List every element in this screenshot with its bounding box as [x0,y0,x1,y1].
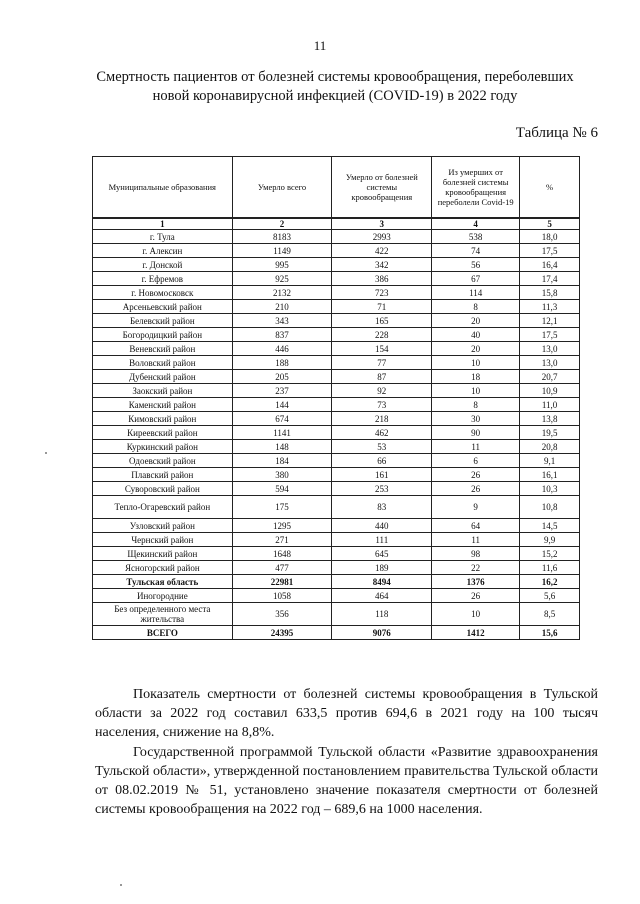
cell-percent: 14,5 [520,519,580,533]
table-row [93,230,580,244]
cell-covid-recovered: 22 [432,561,520,575]
column-numbers-row [93,218,580,230]
cell-municipality: г. Донской [93,258,233,272]
cell-municipality: г. Тула [93,230,233,244]
cell-percent: 5,6 [520,589,580,603]
table-row [93,547,580,561]
table-row [93,575,580,589]
table-row [93,589,580,603]
cell-percent: 10,3 [520,482,580,496]
cell-municipality: Одоевский район [93,454,233,468]
cell-covid-recovered: 9 [432,496,520,519]
cell-circulatory-deaths: 342 [332,258,432,272]
table-row [93,356,580,370]
cell-total-deaths: 184 [232,454,332,468]
cell-total-deaths: 674 [232,412,332,426]
cell-covid-recovered: 114 [432,286,520,300]
cell-covid-recovered: 64 [432,519,520,533]
cell-total-deaths: 148 [232,440,332,454]
cell-total-deaths: 356 [232,603,332,626]
column-number: 2 [232,218,332,230]
cell-circulatory-deaths: 118 [332,603,432,626]
cell-circulatory-deaths: 440 [332,519,432,533]
table-row [93,272,580,286]
cell-municipality: Кимовский район [93,412,233,426]
cell-total-deaths: 271 [232,533,332,547]
cell-circulatory-deaths: 161 [332,468,432,482]
table-row [93,468,580,482]
table-row [93,626,580,640]
cell-total-deaths: 1648 [232,547,332,561]
paragraph-1-text: Показатель смертности от болезней системы кровообращения в Тульской области за 2022 год составил 633,5 против 694,6 в 2021 году на 100 тысяч населения, снижение на 8,8%. [95,687,598,740]
cell-circulatory-deaths: 77 [332,356,432,370]
cell-municipality: Тульская область [93,575,233,589]
cell-municipality: Арсеньевский район [93,300,233,314]
cell-percent: 17,4 [520,272,580,286]
cell-total-deaths: 22981 [232,575,332,589]
table-row [93,384,580,398]
cell-circulatory-deaths: 53 [332,440,432,454]
cell-total-deaths: 205 [232,370,332,384]
cell-circulatory-deaths: 9076 [332,626,432,640]
header-total-deaths: Умерло всего [232,157,332,219]
column-number: 4 [432,218,520,230]
paragraph-2-text: Государственной программой Тульской области «Развитие здравоохранения Тульской области», утвержденной постановлением правительства Тульской области от 08.02.2019 № 51, установлено значение показателя смертности от болезней системы кровообращения на 2022 год – 689,6 на 1000 населения. [95,745,598,817]
cell-covid-recovered: 20 [432,314,520,328]
cell-municipality: Щекинский район [93,547,233,561]
cell-percent: 9,9 [520,533,580,547]
cell-covid-recovered: 8 [432,398,520,412]
cell-total-deaths: 2132 [232,286,332,300]
table-row [93,561,580,575]
table-row [93,314,580,328]
cell-circulatory-deaths: 154 [332,342,432,356]
cell-percent: 16,4 [520,258,580,272]
cell-percent: 8,5 [520,603,580,626]
cell-total-deaths: 8183 [232,230,332,244]
cell-municipality: г. Ефремов [93,272,233,286]
cell-circulatory-deaths: 464 [332,589,432,603]
cell-total-deaths: 343 [232,314,332,328]
table-row [93,603,580,626]
cell-circulatory-deaths: 462 [332,426,432,440]
cell-municipality: Веневский район [93,342,233,356]
column-number: 1 [93,218,233,230]
cell-covid-recovered: 20 [432,342,520,356]
cell-covid-recovered: 30 [432,412,520,426]
header-covid-recovered: Из умерших от болезней системы кровообращения переболели Covid-19 [432,157,520,219]
table-row [93,258,580,272]
cell-municipality: г. Алексин [93,244,233,258]
cell-municipality: Ясногорский район [93,561,233,575]
cell-municipality: г. Новомосковск [93,286,233,300]
cell-total-deaths: 1295 [232,519,332,533]
scan-speck [120,884,122,886]
table-row [93,533,580,547]
cell-circulatory-deaths: 218 [332,412,432,426]
cell-percent: 19,5 [520,426,580,440]
cell-covid-recovered: 1412 [432,626,520,640]
table-row [93,482,580,496]
cell-covid-recovered: 10 [432,356,520,370]
cell-covid-recovered: 26 [432,589,520,603]
cell-circulatory-deaths: 83 [332,496,432,519]
cell-circulatory-deaths: 2993 [332,230,432,244]
cell-covid-recovered: 10 [432,384,520,398]
cell-covid-recovered: 67 [432,272,520,286]
cell-circulatory-deaths: 253 [332,482,432,496]
cell-municipality: Заокский район [93,384,233,398]
header-circulatory-deaths: Умерло от болезней системы кровообращения [332,157,432,219]
cell-total-deaths: 188 [232,356,332,370]
cell-percent: 13,0 [520,356,580,370]
cell-municipality: Киреевский район [93,426,233,440]
cell-circulatory-deaths: 645 [332,547,432,561]
cell-total-deaths: 594 [232,482,332,496]
page-number: 11 [313,38,327,53]
cell-total-deaths: 175 [232,496,332,519]
cell-percent: 16,2 [520,575,580,589]
column-number: 5 [520,218,580,230]
cell-total-deaths: 144 [232,398,332,412]
cell-circulatory-deaths: 189 [332,561,432,575]
header-municipality: Муниципальные образования [93,157,233,219]
cell-covid-recovered: 1376 [432,575,520,589]
cell-covid-recovered: 18 [432,370,520,384]
cell-total-deaths: 380 [232,468,332,482]
table-row [93,300,580,314]
cell-circulatory-deaths: 165 [332,314,432,328]
header-percent: % [520,157,580,219]
cell-percent: 15,8 [520,286,580,300]
column-number: 3 [332,218,432,230]
cell-covid-recovered: 10 [432,603,520,626]
cell-covid-recovered: 74 [432,244,520,258]
paragraph-mortality-rate [95,685,598,742]
cell-total-deaths: 1149 [232,244,332,258]
cell-municipality: Без определенного места жительства [93,603,233,626]
cell-municipality: Куркинский район [93,440,233,454]
cell-total-deaths: 446 [232,342,332,356]
cell-covid-recovered: 98 [432,547,520,561]
cell-municipality: Тепло-Огаревский район [93,496,233,519]
cell-municipality: Суворовский район [93,482,233,496]
cell-percent: 12,1 [520,314,580,328]
cell-percent: 11,3 [520,300,580,314]
cell-circulatory-deaths: 111 [332,533,432,547]
cell-circulatory-deaths: 92 [332,384,432,398]
cell-circulatory-deaths: 71 [332,300,432,314]
table-row [93,244,580,258]
mortality-table [92,156,580,640]
table-row [93,454,580,468]
cell-total-deaths: 837 [232,328,332,342]
cell-percent: 11,6 [520,561,580,575]
cell-covid-recovered: 8 [432,300,520,314]
cell-covid-recovered: 90 [432,426,520,440]
scan-speck [45,452,47,454]
cell-circulatory-deaths: 87 [332,370,432,384]
cell-circulatory-deaths: 228 [332,328,432,342]
title-line-1: Смертность пациентов от болезней системы кровообращения, переболевших [96,69,574,85]
cell-covid-recovered: 538 [432,230,520,244]
table-row [93,519,580,533]
cell-total-deaths: 237 [232,384,332,398]
cell-percent: 10,9 [520,384,580,398]
cell-percent: 17,5 [520,328,580,342]
cell-circulatory-deaths: 73 [332,398,432,412]
cell-covid-recovered: 11 [432,440,520,454]
cell-circulatory-deaths: 66 [332,454,432,468]
table-row [93,440,580,454]
cell-total-deaths: 995 [232,258,332,272]
cell-municipality: Дубенский район [93,370,233,384]
cell-municipality: Богородицкий район [93,328,233,342]
table-row [93,412,580,426]
table-row [93,398,580,412]
cell-total-deaths: 1058 [232,589,332,603]
cell-municipality: Иногородние [93,589,233,603]
cell-circulatory-deaths: 386 [332,272,432,286]
cell-percent: 16,1 [520,468,580,482]
cell-percent: 20,8 [520,440,580,454]
cell-circulatory-deaths: 8494 [332,575,432,589]
table-row [93,342,580,356]
cell-municipality: ВСЕГО [93,626,233,640]
table-row [93,370,580,384]
cell-percent: 13,0 [520,342,580,356]
cell-covid-recovered: 56 [432,258,520,272]
cell-covid-recovered: 40 [432,328,520,342]
cell-percent: 15,6 [520,626,580,640]
cell-covid-recovered: 6 [432,454,520,468]
cell-covid-recovered: 26 [432,482,520,496]
cell-circulatory-deaths: 723 [332,286,432,300]
cell-municipality: Белевский район [93,314,233,328]
cell-total-deaths: 477 [232,561,332,575]
cell-total-deaths: 24395 [232,626,332,640]
cell-covid-recovered: 11 [432,533,520,547]
cell-percent: 9,1 [520,454,580,468]
table-row [93,426,580,440]
cell-municipality: Чернский район [93,533,233,547]
cell-percent: 18,0 [520,230,580,244]
document-title [70,68,600,106]
title-line-2: новой коронавирусной инфекцией (COVID-19) в 2022 году [152,88,518,104]
cell-total-deaths: 1141 [232,426,332,440]
table-label: Таблица № 6 [515,125,598,141]
cell-circulatory-deaths: 422 [332,244,432,258]
table-header-row [93,157,580,219]
cell-percent: 10,8 [520,496,580,519]
cell-total-deaths: 925 [232,272,332,286]
cell-municipality: Узловский район [93,519,233,533]
cell-percent: 13,8 [520,412,580,426]
cell-percent: 17,5 [520,244,580,258]
cell-municipality: Каменский район [93,398,233,412]
paragraph-state-program [95,743,598,819]
table-row [93,286,580,300]
cell-municipality: Плавский район [93,468,233,482]
cell-percent: 15,2 [520,547,580,561]
cell-covid-recovered: 26 [432,468,520,482]
cell-municipality: Воловский район [93,356,233,370]
cell-total-deaths: 210 [232,300,332,314]
table-row [93,328,580,342]
cell-percent: 20,7 [520,370,580,384]
cell-percent: 11,0 [520,398,580,412]
table-row [93,496,580,519]
